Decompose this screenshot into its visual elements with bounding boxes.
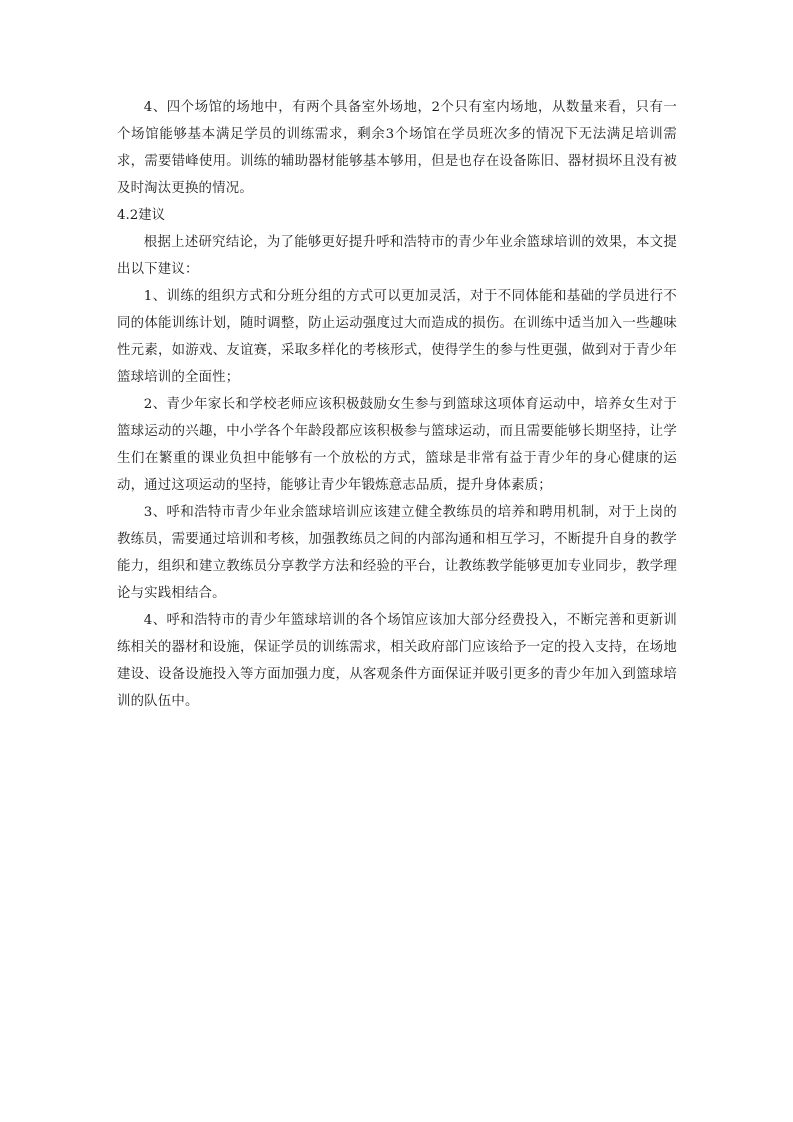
paragraph-suggestion-1: 1、训练的组织方式和分班分组的方式可以更加灵活，对于不同体能和基础的学员进行不同的体能训练计划，随时调整，防止运动强度过大而造成的损伤。在训练中适当加入一些趣味性元素，如游戏、友谊赛，采取多样化的考核形式，使得学生的参与性更强，做到对于青少年篮球培训的全面性； <box>117 289 677 385</box>
paragraph-venue-conditions: 4、四个场馆的场地中，有两个具备室外场地，2个只有室内场地，从数量来看，只有一个场馆能够基本满足学员的训练需求，剩余3个场馆在学员班次多的情况下无法满足培训需求，需要错峰使用。训练的辅助器材能够基本够用，但是也存在设备陈旧、器材损坏且没有被及时淘汰更换的情况。 <box>117 100 677 196</box>
paragraph-suggestion-3: 3、呼和浩特市青少年业余篮球培训应该建立健全教练员的培养和聘用机制，对于上岗的教练员，需要通过培训和考核，加强教练员之间的内部沟通和相互学习，不断提升自身的教学能力，组织和建立教练员分享教学方法和经验的平台，让教练教学能够更加专业同步，教学理论与实践相结合。 <box>117 505 677 601</box>
paragraph-suggestion-2: 2、青少年家长和学校老师应该积极鼓励女生参与到篮球这项体育运动中，培养女生对于篮球运动的兴趣，中小学各个年龄段都应该积极参与篮球运动，而且需要能够长期坚持，让学生们在繁重的课业负担中能够有一个放松的方式，篮球是非常有益于青少年的身心健康的运动，通过这项运动的坚持，能够让青少年锻炼意志品质，提升身体素质； <box>117 397 677 493</box>
paragraph-suggestions-intro: 根据上述研究结论，为了能够更好提升呼和浩特市的青少年业余篮球培训的效果，本文提出以下建议： <box>117 235 677 277</box>
paragraph-suggestion-4: 4、呼和浩特市的青少年篮球培训的各个场馆应该加大部分经费投入，不断完善和更新训练相关的器材和设施，保证学员的训练需求，相关政府部门应该给予一定的投入支持，在场地建设、设备设施投入等方面加强力度，从客观条件方面保证并吸引更多的青少年加入到篮球培训的队伍中。 <box>117 613 677 709</box>
document-page <box>117 94 677 715</box>
section-heading-suggestions: 4.2建议 <box>117 208 166 223</box>
